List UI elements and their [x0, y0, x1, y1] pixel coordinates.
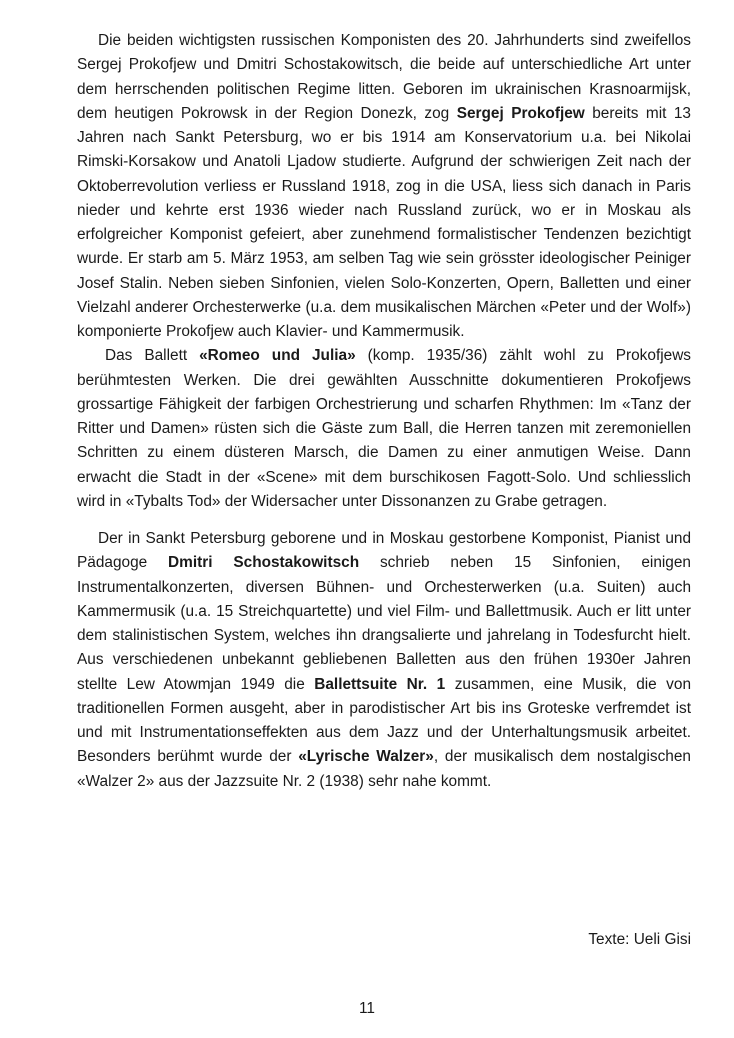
paragraph-schostakowitsch: Der in Sankt Petersburg geborene und in Moskau gestorbene Komponist, Pianist und Pädagoge Dmitri Schostakowitsch schrieb neben 15 Sinfonien, einigen Instrumentalkonzerten, diversen Bühnen- und Orchesterwerken (u.a. Suiten) auch Kammermusik (u.a. 15 Streichquartette) und viel Film- und Ballettmusik. Auch er litt unter dem stalinistischen System, welches ihn drangsalierte und jahrelang in Todesfurcht hielt. Aus verschiedenen unbekannt gebliebenen Balletten aus den frühen 1930er Jahren stellte Lew Atowmjan 1949 die Ballettsuite Nr. 1 zusammen, eine Musik, die von traditionellen Formen ausgeht, aber in parodistischer Art bis ins Groteske verfremdet ist und mit Instrumentationseffekten aus dem Jazz und der Unterhaltungsmusik arbeitet. Besonders berühmt wurde der «Lyrische Walzer», der musikalisch dem nostalgischen «Walzer 2» aus der Jazzsuite Nr. 2 (1938) sehr nahe kommt. — [77, 530, 692, 790]
composer-name-prokofjew: Sergej Prokofjew — [456, 104, 585, 122]
paragraph-prokofjew-bio: Die beiden wichtigsten russischen Komponisten des 20. Jahrhunderts sind zweifellos Sergej Prokofjew und Dmitri Schostakowitsch, die beide auf unterschiedliche Art unter dem herrschenden politischen Regime litten. Geboren im ukrainischen Krasnoarmijsk, dem heutigen Pokrowsk in der Region Donezk, zog Sergej Prokofjew bereits mit 13 Jahren nach Sankt Petersburg, wo er bis 1914 am Konservatorium u.a. bei Nikolai Rimski-Korsakow und Anatoli Ljadow studierte. Aufgrund der schwierigen Zeit nach der Oktoberrevolution verliess er Russland 1918, zog in die USA, liess sich danach in Paris nieder und kehrte erst 1936 wieder nach Russland zurück, wo er in Moskau als erfolgreicher Komponist gefeiert, aber zunehmend formalistischer Tendenzen bezichtigt wurde. Er starb am 5. März 1953, am selben Tag wie sein grösster ideologischer Peiniger Josef Stalin. Neben sieben Sinfonien, vielen Solo-Konzerten, Opern, Balletten und einer Vielzahl anderer Orchesterwerke (u.a. dem musikalischen Märchen «Peter und der Wolf») komponierte Prokofjew auch Klavier- und Kammermusik. — [77, 32, 691, 340]
author-credit: Texte: Ueli Gisi — [588, 931, 691, 948]
composer-name-schostakowitsch: Dmitri Schostakowitsch — [168, 554, 360, 572]
page-number: 11 — [359, 1000, 375, 1017]
body-text — [77, 29, 691, 794]
work-title-ballettsuite: Ballettsuite Nr. 1 — [314, 675, 446, 693]
paragraph-romeo-julia: Das Ballett «Romeo und Julia» (komp. 1935/36) zählt wohl zu Prokofjews berühmtesten Werken. Die drei gewählten Ausschnitte dokumentieren Prokofjews grossartige Fähigkeit der farbigen Orchestrierung und scharfen Rhythmen: Im «Tanz der Ritter und Damen» rüsten sich die Gäste zum Ball, die Herren tanzen mit zeremoniellen Schritten zu einem düsteren Marsch, die Damen zu einer anmutigen Weise. Dann erwacht die Stadt in der «Scene» mit dem burschikosen Fagott-Solo. Und schliesslich wird in «Tybalts Tod» der Widersacher unter Dissonanzen zu Grabe getragen. — [77, 347, 692, 510]
work-title-lyrische-walzer: «Lyrische Walzer» — [298, 748, 434, 766]
work-title-romeo-julia: «Romeo und Julia» — [199, 347, 356, 365]
